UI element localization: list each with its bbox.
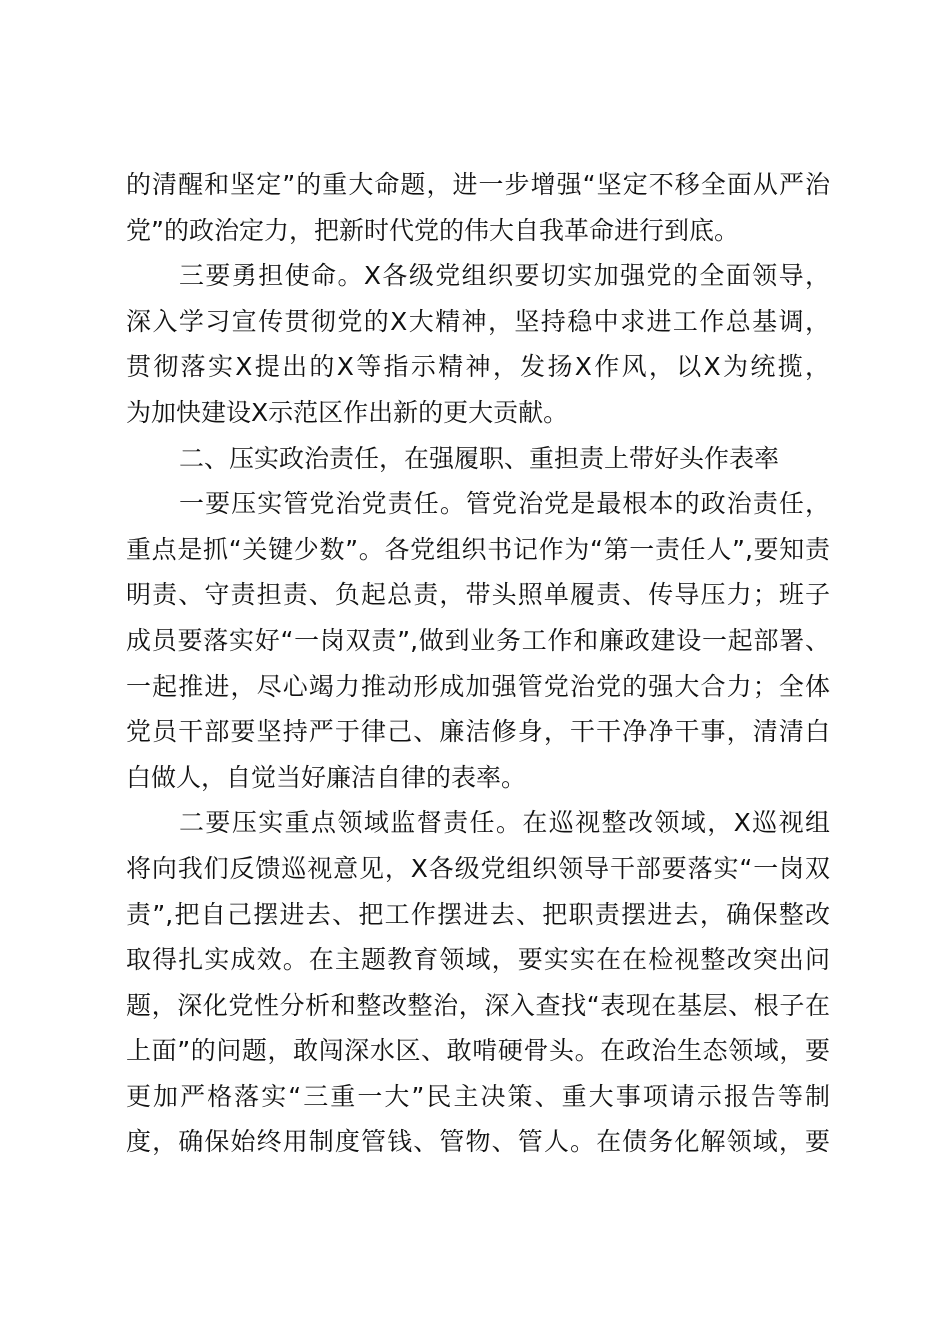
text-line-5: 贯彻落实X提出的X等指示精神，发扬X作风，以X为统揽， [126,352,830,382]
text-line-21: 更加严格落实“三重一大”民主决策、重大事项请示报告等制 [126,1081,830,1111]
text-line-8: 一要压实管党治党责任。管党治党是最根本的政治责任， [179,489,830,519]
document-body [126,172,830,1175]
text-line-20: 上面”的问题，敢闯深水区、敢啃硬骨头。在政治生态领域，要 [126,1036,830,1066]
text-line-16: 将向我们反馈巡视意见，X各级党组织领导干部要落实“一岗双 [126,853,830,883]
text-line-19: 题，深化党性分析和整改整治，深入查找“表现在基层、根子在 [126,990,830,1020]
text-line-18: 取得扎实成效。在主题教育领域，要实实在在检视整改突出问 [126,945,830,975]
text-line-11: 成员要落实好“一岗双责”,做到业务工作和廉政建设一起部署、 [126,625,830,655]
text-line-4: 深入学习宣传贯彻党的X大精神，坚持稳中求进工作总基调， [126,306,830,336]
text-line-1: 的清醒和坚定”的重大命题，进一步增强“坚定不移全面从严治 [126,170,830,199]
text-line-9: 重点是抓“关键少数”。各党组织书记作为“第一责任人”,要知责 [126,534,830,564]
text-line-10: 明责、守责担责、负起总责，带头照单履责、传导压力；班子 [126,580,830,610]
text-line-15: 二要压实重点领域监督责任。在巡视整改领域，X巡视组 [179,808,830,838]
text-line-17: 责”,把自己摆进去、把工作摆进去、把职责摆进去，确保整改 [126,899,830,929]
text-line-2: 党”的政治定力，把新时代党的伟大自我革命进行到底。 [126,215,739,245]
text-line-22: 度，确保始终用制度管钱、管物、管人。在债务化解领域，要 [126,1127,830,1157]
text-line-3: 三要勇担使命。X各级党组织要切实加强党的全面领导， [179,261,830,291]
text-line-14: 白做人，自觉当好廉洁自律的表率。 [126,762,527,792]
text-line-12: 一起推进，尽心竭力推动形成加强管党治党的强大合力；全体 [126,671,830,701]
text-line-6: 为加快建设X示范区作出新的更大贡献。 [126,397,569,427]
section-heading: 二、压实政治责任，在强履职、重担责上带好头作表率 [179,443,780,473]
text-line-13: 党员干部要坚持严于律己、廉洁修身，干干净净干事，清清白 [126,717,830,747]
